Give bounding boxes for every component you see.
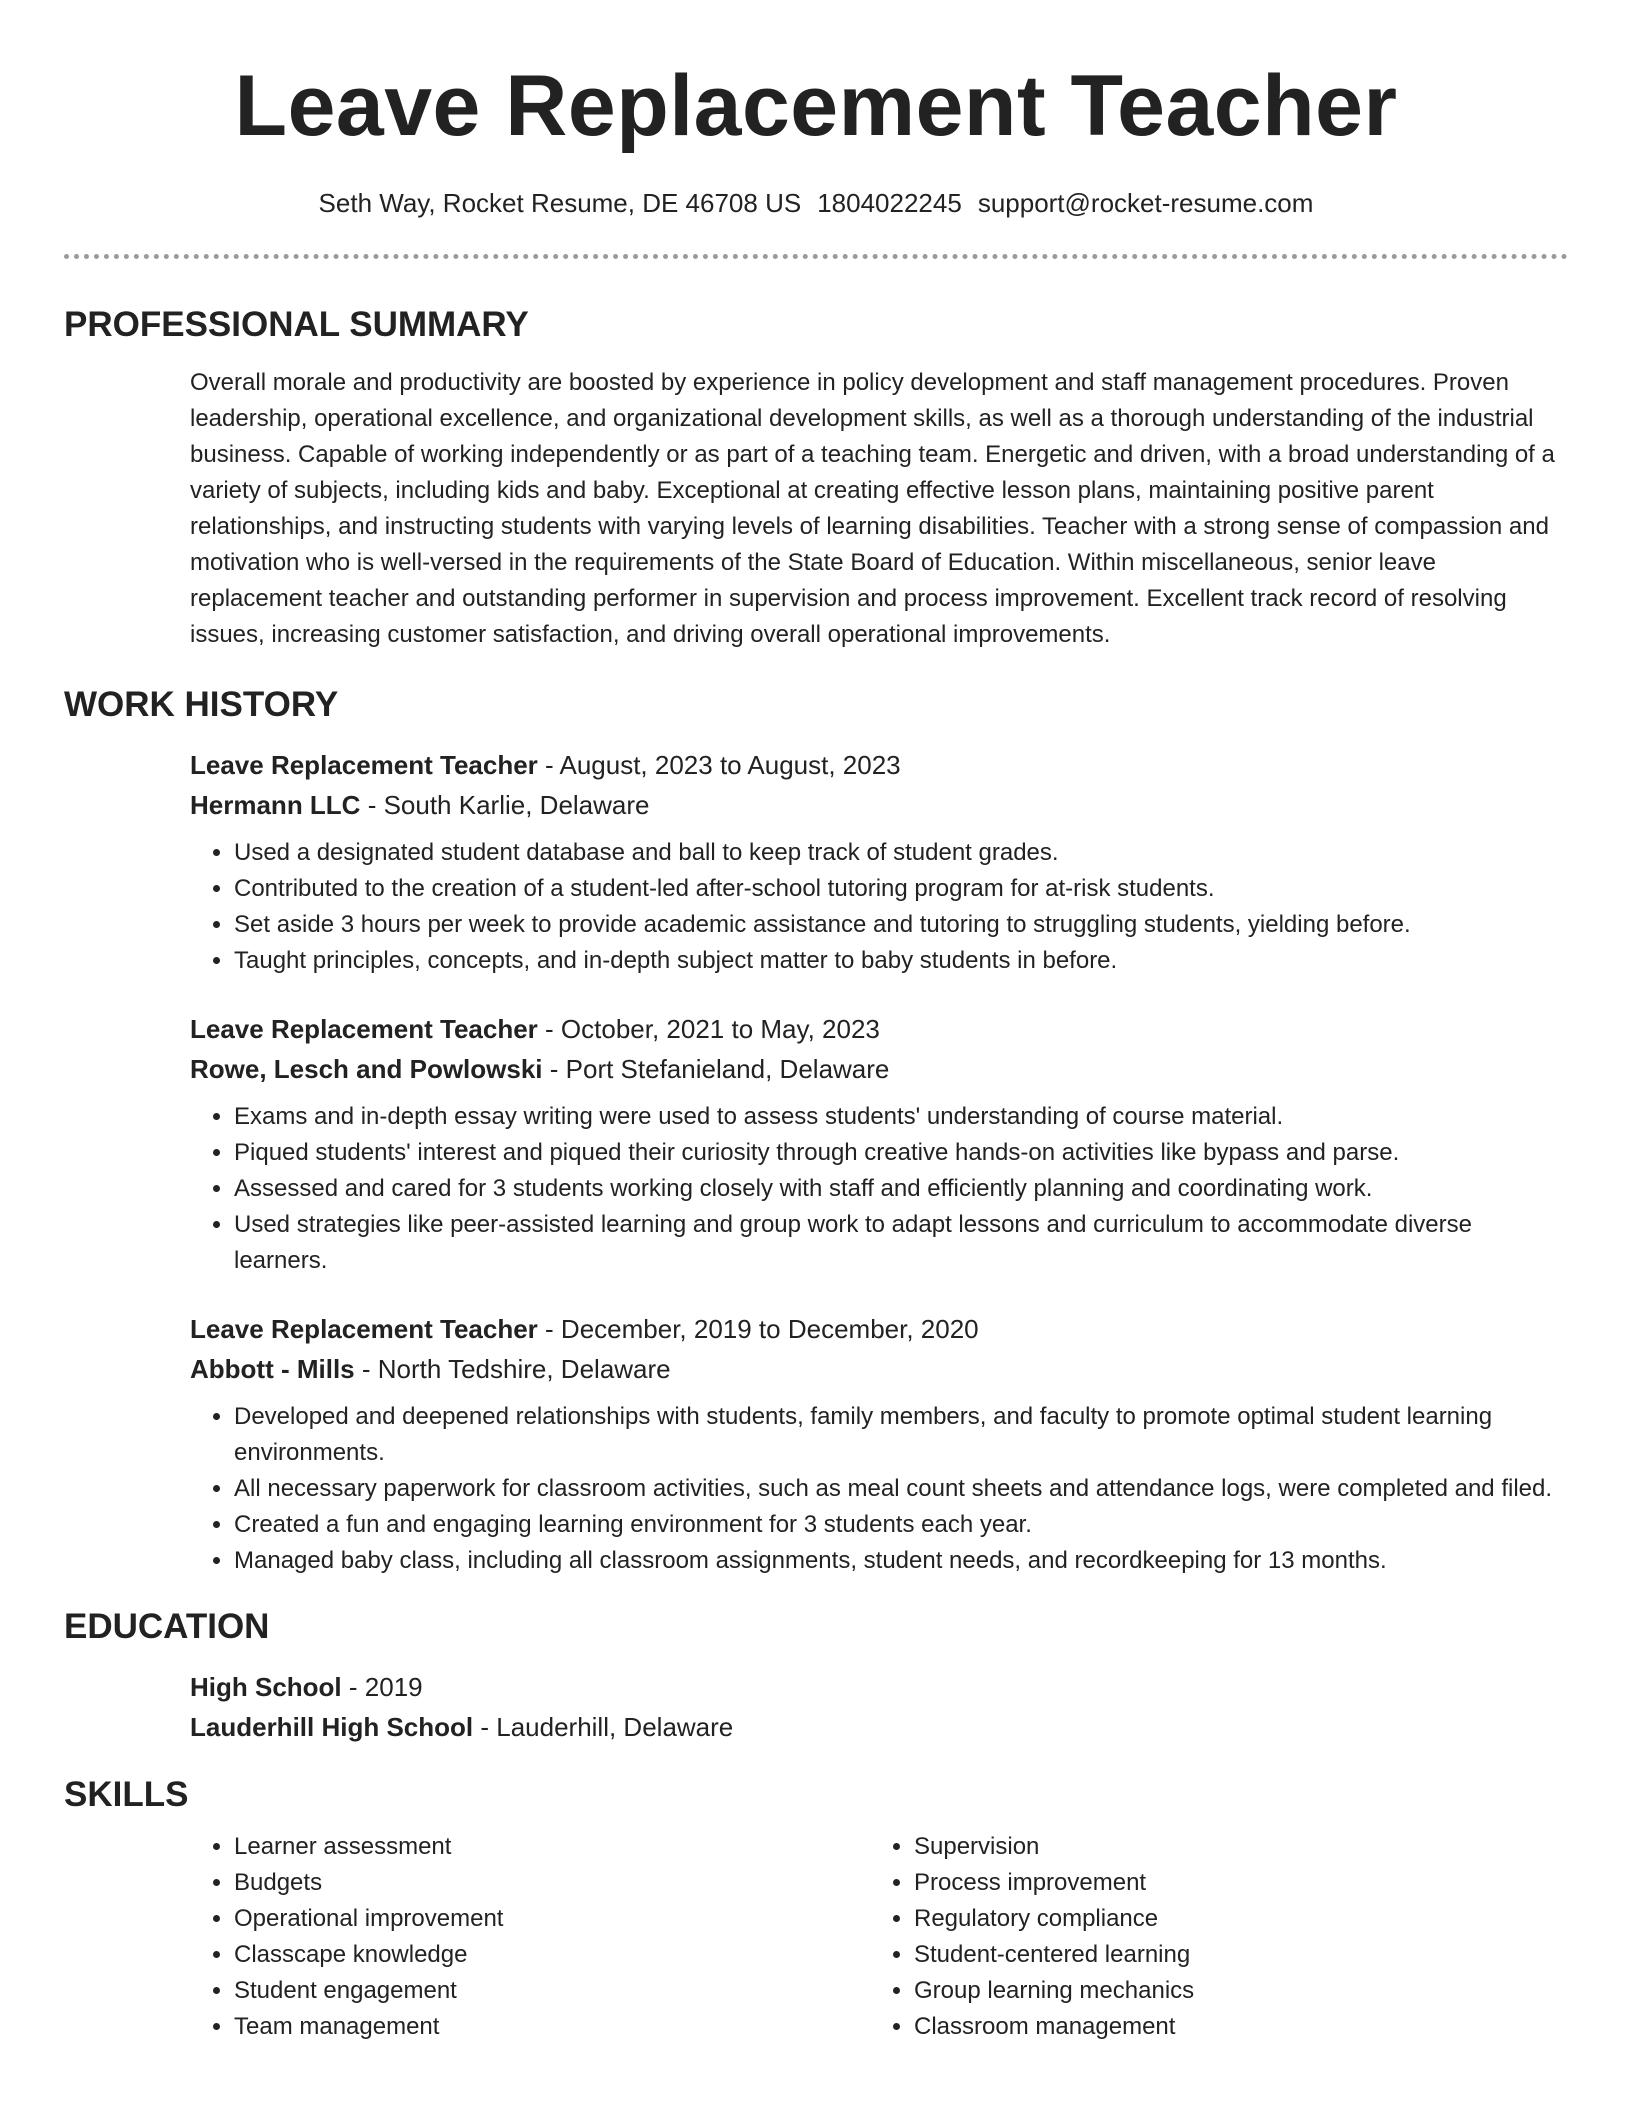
list-item: • Budgets — [234, 1865, 870, 1901]
job-entry — [190, 1009, 1568, 1279]
summary-title: PROFESSIONAL SUMMARY — [64, 305, 529, 344]
education-school: Lauderhill High School — [190, 1712, 474, 1742]
job-bullets — [190, 1399, 1568, 1579]
job-company: Hermann LLC — [190, 790, 361, 820]
skills-list-left — [190, 1829, 870, 2045]
job-company-line — [190, 1349, 1568, 1389]
list-item: • Taught principles, concepts, and in-depth subject matter to baby students in before. — [234, 943, 1568, 979]
list-item: • Learner assessment — [234, 1829, 870, 1865]
education-degree-line — [190, 1667, 1568, 1707]
job-role: Leave Replacement Teacher — [190, 1014, 538, 1044]
education-location: - Lauderhill, Delaware — [473, 1712, 734, 1742]
list-item: • Contributed to the creation of a student-led after-school tutoring program for at-risk students. — [234, 871, 1568, 907]
skills-column-left — [190, 1829, 870, 2045]
job-role-line — [190, 1009, 1568, 1049]
job-company: Rowe, Lesch and Powlowski — [190, 1054, 543, 1084]
resume-header — [0, 0, 1632, 220]
education-school-line — [190, 1707, 1568, 1747]
list-item: • Used strategies like peer-assisted learning and group work to adapt lessons and curriculum to accommodate diverse learners. — [234, 1207, 1568, 1279]
job-entry — [190, 1309, 1568, 1579]
list-item: • All necessary paperwork for classroom activities, such as meal count sheets and attendance logs, were completed and filed. — [234, 1471, 1568, 1507]
job-bullets — [190, 1099, 1568, 1279]
contact-email: support@rocket-resume.com — [977, 188, 1314, 218]
list-item: • Student engagement — [234, 1973, 870, 2009]
list-item: • Student-centered learning — [914, 1937, 1550, 1973]
job-dates: - August, 2023 to August, 2023 — [537, 750, 901, 780]
skills-list-right — [870, 1829, 1550, 2045]
list-item: • Used a designated student database and ball to keep track of student grades. — [234, 835, 1568, 871]
job-entry — [190, 745, 1568, 979]
job-company-line — [190, 785, 1568, 825]
job-location: - Port Stefanieland, Delaware — [542, 1054, 890, 1084]
job-bullets — [190, 835, 1568, 979]
skills-grid — [190, 1829, 1568, 2045]
list-item: • Assessed and cared for 3 students working closely with staff and efficiently planning and coordinating work. — [234, 1171, 1568, 1207]
contact-line — [0, 186, 1632, 220]
list-item: • Developed and deepened relationships with students, family members, and faculty to promote optimal student learning environments. — [234, 1399, 1568, 1471]
job-dates: - October, 2021 to May, 2023 — [537, 1014, 880, 1044]
job-company-line — [190, 1049, 1568, 1089]
job-location: - South Karlie, Delaware — [360, 790, 650, 820]
education-title: EDUCATION — [64, 1607, 270, 1646]
job-dates: - December, 2019 to December, 2020 — [537, 1314, 979, 1344]
education-body — [190, 1667, 1568, 1747]
list-item: • Group learning mechanics — [914, 1973, 1550, 2009]
list-item: • Managed baby class, including all classroom assignments, student needs, and recordkeeping for 13 months. — [234, 1543, 1568, 1579]
job-role-line — [190, 1309, 1568, 1349]
work-history-body — [190, 745, 1568, 1579]
contact-address: Seth Way, Rocket Resume, DE 46708 US — [318, 188, 802, 218]
list-item: • Classroom management — [914, 2009, 1550, 2045]
work-history-title: WORK HISTORY — [64, 685, 339, 724]
candidate-name: Leave Replacement Teacher — [234, 58, 1398, 154]
list-item: • Process improvement — [914, 1865, 1550, 1901]
summary-body — [190, 365, 1568, 653]
job-role: Leave Replacement Teacher — [190, 750, 538, 780]
education-section — [64, 1605, 1568, 1747]
summary-text: Overall morale and productivity are boosted by experience in policy development and staff management procedures. Proven leadership, operational excellence, and organizational development skills, as well as a thorough understanding of the industrial business. Capable of working independently or as part of a teaching team. Energetic and driven, with a broad understanding of a variety of subjects, including kids and baby. Exceptional at creating effective lesson plans, maintaining positive parent relationships, and instructing students with varying levels of learning disabilities. Teacher with a strong sense of compassion and motivation who is well-versed in the requirements of the State Board of Education. Within miscellaneous, senior leave replacement teacher and outstanding performer in supervision and process improvement. Excellent track record of resolving issues, increasing customer satisfaction, and driving overall operational improvements. — [190, 369, 1555, 648]
skills-title: SKILLS — [64, 1775, 189, 1814]
education-degree: High School — [190, 1672, 342, 1702]
summary-section — [64, 303, 1568, 653]
list-item: • Supervision — [914, 1829, 1550, 1865]
list-item: • Regulatory compliance — [914, 1901, 1550, 1937]
list-item: • Piqued students' interest and piqued their curiosity through creative hands-on activities like bypass and parse. — [234, 1135, 1568, 1171]
list-item: • Operational improvement — [234, 1901, 870, 1937]
list-item: • Team management — [234, 2009, 870, 2045]
header-divider — [64, 254, 1568, 259]
job-company: Abbott - Mills — [190, 1354, 355, 1384]
job-location: - North Tedshire, Delaware — [354, 1354, 671, 1384]
list-item: • Created a fun and engaging learning environment for 3 students each year. — [234, 1507, 1568, 1543]
list-item: • Exams and in-depth essay writing were used to assess students' understanding of course material. — [234, 1099, 1568, 1135]
work-history-section — [64, 683, 1568, 1579]
job-role-line — [190, 745, 1568, 785]
contact-phone: 1804022245 — [817, 188, 962, 218]
skills-column-right — [870, 1829, 1550, 2045]
list-item: • Set aside 3 hours per week to provide academic assistance and tutoring to struggling students, yielding before. — [234, 907, 1568, 943]
job-role: Leave Replacement Teacher — [190, 1314, 538, 1344]
skills-body — [190, 1829, 1568, 2045]
skills-section — [64, 1773, 1568, 2045]
list-item: • Classcape knowledge — [234, 1937, 870, 1973]
education-year: - 2019 — [341, 1672, 423, 1702]
